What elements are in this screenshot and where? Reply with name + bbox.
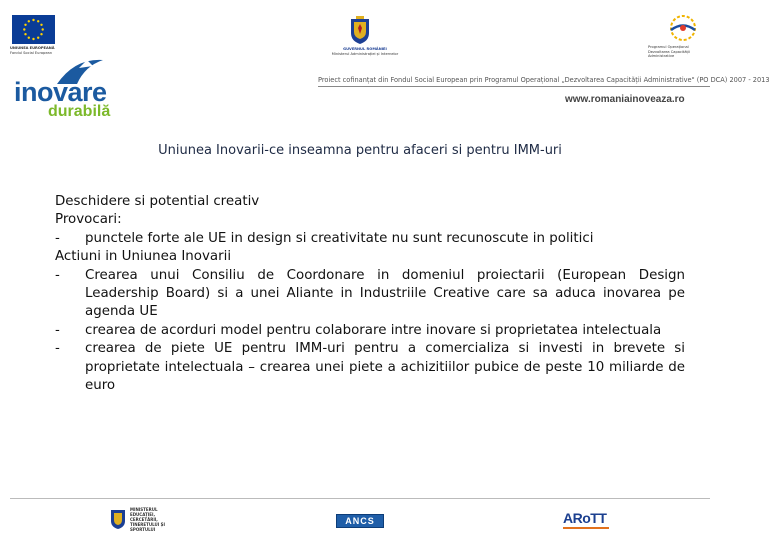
list-item — [55, 267, 685, 322]
list-item — [55, 340, 685, 395]
project-cofinancing-line: Proiect cofinanțat din Fondul Social European prin Programul Operațional „Dezvoltarea Capacității Administrative" (PO DCA) 2007 - 2013 — [318, 76, 770, 84]
brand-logo-word1: inovare — [14, 77, 107, 107]
list-item — [55, 322, 685, 340]
slide-title: Uniunea Inovarii-ce inseamna pentru afaceri si pentru IMM-uri — [158, 143, 562, 158]
slide-body — [55, 193, 685, 395]
body-line-actions: Actiuni in Uniunea Inovarii — [55, 249, 232, 265]
romania-coat-of-arms-icon — [349, 15, 371, 45]
bullet-dash: - — [55, 341, 60, 357]
bullet-dash: - — [55, 322, 60, 338]
footer-divider — [10, 498, 710, 499]
website-link[interactable]: www.romaniainoveaza.ro — [565, 94, 685, 105]
ancs-label: ANCS — [345, 516, 375, 526]
brand-logo-word2: durabilă — [48, 103, 111, 120]
bullet-dash: - — [55, 230, 60, 246]
list-item — [55, 230, 685, 248]
bullet-dash: - — [55, 267, 60, 283]
ministry-crest-icon — [110, 508, 126, 530]
header-divider — [318, 86, 710, 87]
star-circle-icon — [666, 13, 700, 43]
bullet-text: punctele forte ale UE in design si creativitate nu sunt recunoscute in politici — [85, 230, 594, 246]
footer — [0, 500, 720, 540]
arott-logo-icon — [563, 510, 613, 528]
bullet-text: crearea de acorduri model pentru colaborare intre inovare si proprietatea intelectuala — [85, 322, 662, 338]
program-logo-text: Programul Operațional Dezvoltarea Capacității Administrative — [648, 45, 690, 58]
bullet-text: crearea de piete UE pentru IMM-uri pentru a comercializa si investi in brevete si proprietate intelectuala – crearea unei piete a achizitiilor pubice de peste 10 miliarde de euro — [85, 341, 685, 394]
eu-flag-icon — [12, 15, 55, 44]
header — [0, 0, 770, 120]
ancs-logo-icon — [336, 514, 384, 528]
arott-label: ARoTT — [563, 510, 607, 526]
eu-logo-text: UNIUNEA EUROPEANĂ Fondul Social European — [10, 46, 55, 55]
gov-logo-text: GUVERNUL ROMÂNIEI Ministerul Administrației și Internelor — [331, 47, 399, 56]
body-line-creative: Deschidere si potential creativ — [55, 194, 260, 209]
bullet-text: Crearea unui Consiliu de Coordonare in domeniul proiectarii (European Design Leadership Board) si a unei Aliante in Industriile Creative care sa aduca inovarea pe agenda UE — [85, 267, 685, 320]
body-line-challenges: Provocari: — [55, 212, 122, 228]
ministry-label: MINISTERUL EDUCAȚIEI, CERCETĂRII, TINERETULUI ȘI SPORTULUI — [130, 507, 165, 532]
